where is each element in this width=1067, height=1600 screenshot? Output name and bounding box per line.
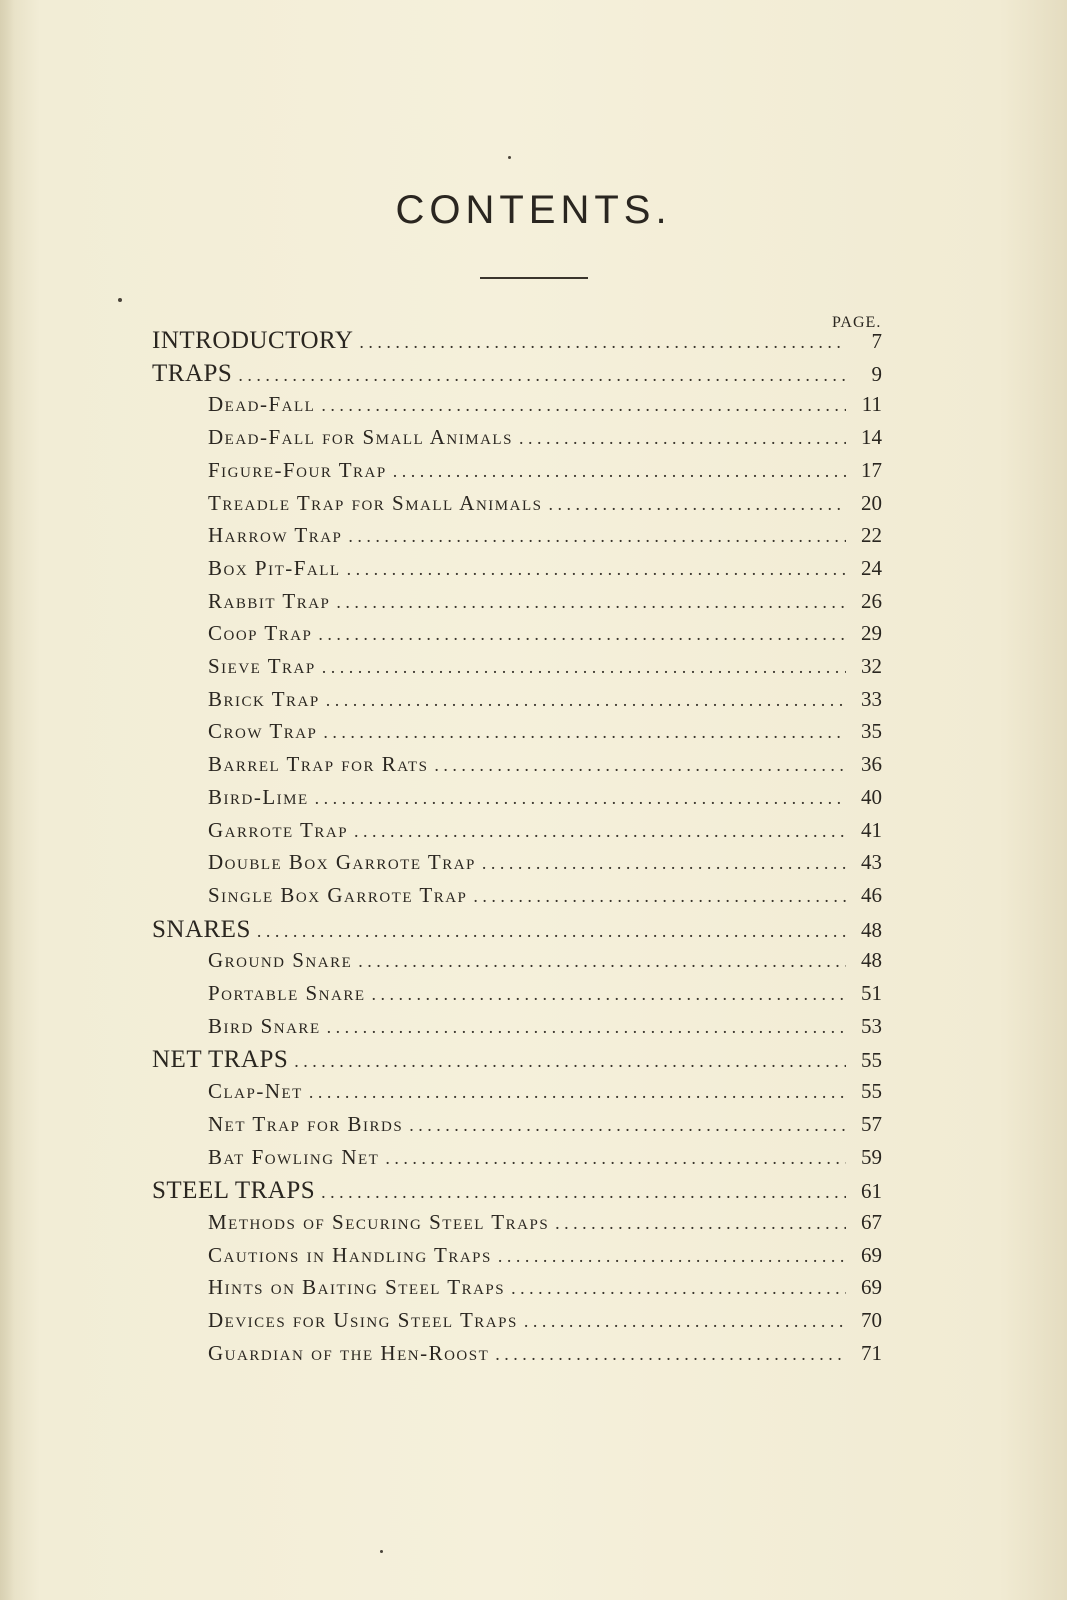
toc-entry-label: STEEL TRAPS <box>152 1177 316 1205</box>
toc-subsection-entry <box>208 1341 882 1373</box>
toc-section-entry <box>152 360 882 392</box>
toc-subsection-entry <box>208 589 882 621</box>
toc-entry-label: Ground Snare <box>208 948 353 973</box>
toc-subsection-entry <box>208 556 882 588</box>
toc-entry-page-number: 70 <box>861 1308 882 1332</box>
toc-subsection-entry <box>208 458 882 490</box>
toc-subsection-entry <box>208 883 882 915</box>
toc-subsection-entry <box>208 1079 882 1111</box>
toc-subsection-entry <box>208 1308 882 1340</box>
toc-subsection-entry <box>208 1014 882 1046</box>
toc-entry-page-number: 57 <box>861 1111 882 1136</box>
toc-entry-page-number: 51 <box>861 981 882 1005</box>
dot-leader <box>321 1182 846 1203</box>
toc-entry-page-number: 69 <box>861 1275 882 1300</box>
toc-entry-label: Portable Snare <box>208 981 366 1005</box>
toc-entry-label: Hints on Baiting Steel Traps <box>208 1275 506 1300</box>
toc-entry-label: Crow Trap <box>208 719 318 744</box>
toc-subsection-entry <box>208 1145 882 1177</box>
toc-entry-page-number: 71 <box>861 1340 882 1365</box>
toc-entry-page-number: 46 <box>861 882 882 907</box>
toc-entry-label: Methods of Securing Steel Traps <box>208 1209 550 1234</box>
dot-leader <box>393 461 846 482</box>
toc-entry-page-number: 9 <box>871 361 882 386</box>
dot-leader <box>372 984 846 1005</box>
dot-leader <box>294 1051 846 1072</box>
toc-entry-page-number: 20 <box>861 490 882 515</box>
toc-entry-label: Box Pit-Fall <box>208 555 341 580</box>
toc-entry-page-number: 53 <box>861 1013 882 1038</box>
toc-entry-label: Guardian of the Hen-Roost <box>208 1340 490 1365</box>
toc-entry-page-number: 26 <box>861 588 882 613</box>
toc-entry-page-number: 7 <box>871 329 882 353</box>
toc-section-entry <box>152 1046 882 1078</box>
toc-subsection-entry <box>208 425 882 457</box>
toc-entry-label: Bird-Lime <box>208 784 309 809</box>
toc-entry-label: Dead-Fall <box>208 392 316 417</box>
toc-entry-label: Devices for Using Steel Traps <box>208 1308 518 1332</box>
toc-entry-page-number: 48 <box>861 917 882 942</box>
toc-entry-label: Single Box Garrote Trap <box>208 882 468 907</box>
toc-subsection-entry <box>208 621 882 653</box>
ink-speck <box>118 298 122 302</box>
dot-leader <box>354 821 846 842</box>
toc-entry-label: Garrote Trap <box>208 817 349 842</box>
toc-entry-label: NET TRAPS <box>152 1046 289 1074</box>
dot-leader <box>495 1344 846 1365</box>
toc-subsection-entry <box>208 654 882 686</box>
toc-subsection-entry <box>208 392 882 424</box>
toc-entry-page-number: 11 <box>861 392 882 417</box>
toc-subsection-entry <box>208 719 882 751</box>
dot-leader <box>318 624 846 645</box>
toc-entry-page-number: 69 <box>861 1242 882 1267</box>
toc-subsection-entry <box>208 850 882 882</box>
toc-entry-label: Barrel Trap for Rats <box>208 752 429 777</box>
toc-subsection-entry <box>208 752 882 784</box>
dot-leader <box>327 1017 846 1038</box>
toc-subsection-entry <box>208 981 882 1013</box>
toc-entry-page-number: 32 <box>861 654 882 678</box>
toc-subsection-entry <box>208 1243 882 1275</box>
ink-speck <box>380 1550 383 1553</box>
dot-leader <box>473 886 846 907</box>
dot-leader <box>359 332 846 353</box>
toc-entry-page-number: 40 <box>861 784 882 809</box>
toc-entry-page-number: 67 <box>861 1209 882 1234</box>
toc-entry-page-number: 41 <box>861 817 882 842</box>
dot-leader <box>238 365 846 386</box>
dot-leader <box>409 1115 846 1136</box>
toc-subsection-entry <box>208 491 882 523</box>
page-column-header: PAGE. <box>832 314 882 331</box>
toc-subsection-entry <box>208 1112 882 1144</box>
toc-entry-page-number: 24 <box>861 555 882 580</box>
toc-entry-page-number: 17 <box>861 457 882 482</box>
title-rule <box>480 277 588 279</box>
toc-entry-label: SNARES <box>152 915 251 943</box>
dot-leader <box>336 592 846 613</box>
toc-entry-page-number: 33 <box>861 686 882 711</box>
dot-leader <box>482 853 846 874</box>
toc-subsection-entry <box>208 1275 882 1307</box>
toc-entry-label: Figure-Four Trap <box>208 457 387 482</box>
dot-leader <box>347 559 846 580</box>
dot-leader <box>524 1311 846 1332</box>
toc-entry-label: Harrow Trap <box>208 523 343 548</box>
dot-leader <box>323 722 846 743</box>
toc-subsection-entry <box>208 948 882 980</box>
toc-entry-page-number: 36 <box>861 752 882 777</box>
toc-entry-page-number: 14 <box>861 425 882 450</box>
toc-entry-label: Bat Fowling Net <box>208 1144 380 1169</box>
dot-leader <box>555 1213 846 1234</box>
toc-entry-page-number: 61 <box>861 1179 882 1204</box>
toc-subsection-entry <box>208 785 882 817</box>
toc-entry-page-number: 59 <box>861 1144 882 1169</box>
toc-entry-label: Bird Snare <box>208 1013 321 1038</box>
dot-leader <box>385 1148 846 1169</box>
toc-entry-page-number: 22 <box>861 523 882 548</box>
toc-entry-label: Net Trap for Birds <box>208 1111 404 1136</box>
toc-entry-label: Clap-Net <box>208 1079 303 1104</box>
toc-entry-page-number: 55 <box>861 1079 882 1104</box>
ink-speck <box>508 156 511 159</box>
dot-leader <box>498 1246 846 1267</box>
dot-leader <box>315 788 846 809</box>
toc-entry-label: Sieve Trap <box>208 654 316 678</box>
toc-subsection-entry <box>208 1210 882 1242</box>
dot-leader <box>511 1278 846 1299</box>
dot-leader <box>322 657 846 678</box>
toc-entry-label: Treadle Trap for Small Animals <box>208 490 543 515</box>
toc-section-entry <box>152 327 882 359</box>
toc-section-entry <box>152 1177 882 1209</box>
toc-entry-label: TRAPS <box>152 359 233 387</box>
toc-entry-label: Dead-Fall for Small Animals <box>208 425 513 450</box>
toc-entry-label: Coop Trap <box>208 621 313 646</box>
dot-leader <box>326 690 846 711</box>
toc-entry-page-number: 55 <box>861 1048 882 1073</box>
dot-leader <box>358 951 846 972</box>
toc-entry-label: INTRODUCTORY <box>152 327 354 354</box>
toc-section-entry <box>152 916 882 948</box>
dot-leader <box>519 428 846 449</box>
dot-leader <box>257 921 846 942</box>
toc-entry-label: Brick Trap <box>208 686 320 711</box>
page-binding-shadow <box>0 0 14 1600</box>
page-title: CONTENTS. <box>395 188 672 232</box>
toc-subsection-entry <box>208 523 882 555</box>
dot-leader <box>348 526 846 547</box>
dot-leader <box>548 494 846 515</box>
dot-leader <box>309 1082 846 1103</box>
toc-entry-label: Rabbit Trap <box>208 588 331 613</box>
toc-entry-label: Cautions in Handling Traps <box>208 1242 492 1267</box>
toc-subsection-entry <box>208 818 882 850</box>
toc-subsection-entry <box>208 687 882 719</box>
toc-entry-page-number: 48 <box>861 948 882 973</box>
toc-entry-page-number: 35 <box>861 719 882 744</box>
toc-entry-page-number: 43 <box>861 850 882 875</box>
dot-leader <box>434 755 846 776</box>
toc-entry-page-number: 29 <box>861 621 882 646</box>
dot-leader <box>321 395 846 416</box>
toc-entry-label: Double Box Garrote Trap <box>208 850 476 875</box>
